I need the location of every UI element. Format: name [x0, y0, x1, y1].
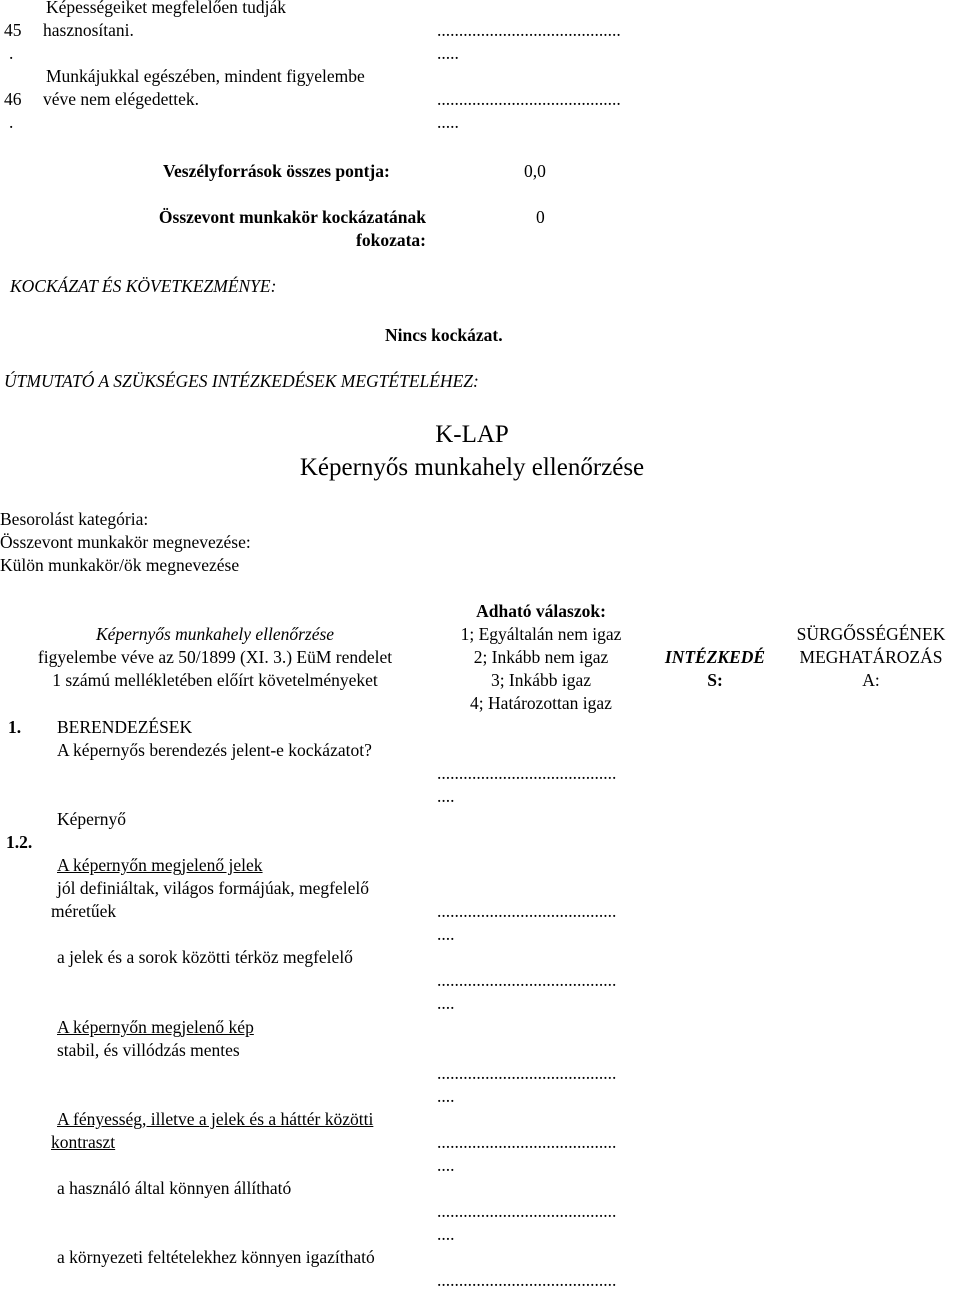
item-45-answer-dots[interactable]: .......................................... — [437, 20, 621, 40]
item-46-number-dot: . — [9, 112, 14, 132]
item-45-number-dot: . — [9, 43, 14, 63]
item-spacing: a jelek és a sorok közötti térköz megfelelő — [57, 947, 353, 967]
section-1-answer-dots[interactable]: ......................................... — [437, 763, 617, 783]
risk-level-label-2: fokozata: — [356, 230, 426, 250]
urgency-header-1: SÜRGŐSSÉGÉNEK — [796, 624, 946, 644]
item-stable-image-answer[interactable]: ......................................... — [437, 1063, 617, 1083]
section-1-title: BERENDEZÉSEK — [57, 717, 193, 737]
urgency-header-2: MEGHATÁROZÁS — [799, 647, 943, 667]
item-45-text-1: Képességeiket megfelelően tudják — [46, 0, 287, 17]
item-characters-defined-1: jól definiáltak, világos formájúak, megfelelő — [57, 878, 369, 898]
klap-title: K-LAP — [435, 421, 509, 448]
group-screen-image-title: A képernyőn megjelenő kép — [57, 1017, 254, 1037]
item-46-number: 46 — [4, 89, 22, 109]
item-user-adjustable-answer[interactable]: ......................................... — [437, 1201, 617, 1221]
total-points-value: 0,0 — [524, 161, 546, 181]
section-1-answer-dots-2: .... — [437, 786, 455, 806]
answer-option-1: 1; Egyáltalán nem igaz — [460, 624, 622, 644]
guide-heading: ÚTMUTATÓ A SZÜKSÉGES INTÉZKEDÉSEK MEGTÉTELÉHEZ: — [4, 371, 479, 391]
item-spacing-answer-2: .... — [437, 993, 455, 1013]
item-46-text-2: véve nem elégedettek. — [43, 89, 199, 109]
section-1-2-number: 1.2. — [6, 832, 33, 852]
klap-subtitle: Képernyős munkahely ellenőrzése — [299, 454, 645, 481]
intro-line-2: figyelembe véve az 50/1899 (XI. 3.) EüM rendelet — [37, 647, 393, 667]
group-brightness-title-2: kontraszt — [51, 1132, 116, 1152]
item-characters-defined-2: méretűek — [51, 901, 117, 921]
item-45-answer-dots-2: ..... — [437, 43, 459, 63]
measures-header-2: S: — [707, 670, 723, 690]
measures-header-1: INTÉZKEDÉ — [664, 647, 766, 667]
answer-option-3: 3; Inkább igaz — [490, 670, 592, 690]
answer-option-4: 4; Határozottan igaz — [470, 693, 612, 713]
intro-title: Képernyős munkahely ellenőrzése — [95, 624, 335, 644]
group-brightness-answer[interactable]: ......................................... — [437, 1132, 617, 1152]
group-brightness-title-1: A fényesség, illetve a jelek és a háttér közötti — [57, 1109, 374, 1129]
item-environment-adjustable-answer[interactable]: ......................................... — [437, 1270, 617, 1290]
item-characters-defined-answer-2: .... — [437, 924, 455, 944]
separate-job-names: Külön munkakör/ök megnevezése — [0, 555, 240, 575]
item-46-text-1: Munkájukkal egészében, mindent figyelembe — [46, 66, 365, 86]
section-1-2-title: Képernyő — [57, 809, 127, 829]
item-user-adjustable: a használó által könnyen állítható — [57, 1178, 292, 1198]
urgency-header-3: A: — [862, 670, 880, 690]
section-1-number: 1. — [8, 717, 22, 737]
risk-result: Nincs kockázat. — [385, 325, 503, 345]
item-46-answer-dots[interactable]: .......................................... — [437, 89, 621, 109]
intro-line-3: 1 számú mellékletében előírt követelményeket — [52, 670, 378, 690]
item-46-answer-dots-2: ..... — [437, 112, 459, 132]
combined-job-name: Összevont munkakör megnevezése: — [0, 532, 251, 552]
risk-level-value: 0 — [536, 207, 545, 227]
answer-option-2: 2; Inkább nem igaz — [473, 647, 609, 667]
answers-title: Adható válaszok: — [476, 601, 606, 621]
classification-category: Besorolást kategória: — [0, 509, 149, 529]
section-1-question: A képernyős berendezés jelent-e kockázatot? — [57, 740, 372, 760]
item-45-number: 45 — [4, 20, 22, 40]
total-points-label: Veszélyforrások összes pontja: — [163, 161, 390, 181]
item-user-adjustable-answer-2: .... — [437, 1224, 455, 1244]
item-45-text-2: hasznosítani. — [43, 20, 134, 40]
item-stable-image-answer-2: .... — [437, 1086, 455, 1106]
group-screen-characters-title: A képernyőn megjelenő jelek — [57, 855, 263, 875]
group-brightness-answer-2: .... — [437, 1155, 455, 1175]
item-environment-adjustable: a környezeti feltételekhez könnyen igazítható — [57, 1247, 375, 1267]
risk-consequence-heading: KOCKÁZAT ÉS KÖVETKEZMÉNYE: — [10, 276, 277, 296]
item-stable-image: stabil, és villódzás mentes — [57, 1040, 240, 1060]
item-characters-defined-answer[interactable]: ......................................... — [437, 901, 617, 921]
item-spacing-answer[interactable]: ......................................... — [437, 970, 617, 990]
risk-level-label-1: Összevont munkakör kockázatának — [158, 207, 426, 227]
